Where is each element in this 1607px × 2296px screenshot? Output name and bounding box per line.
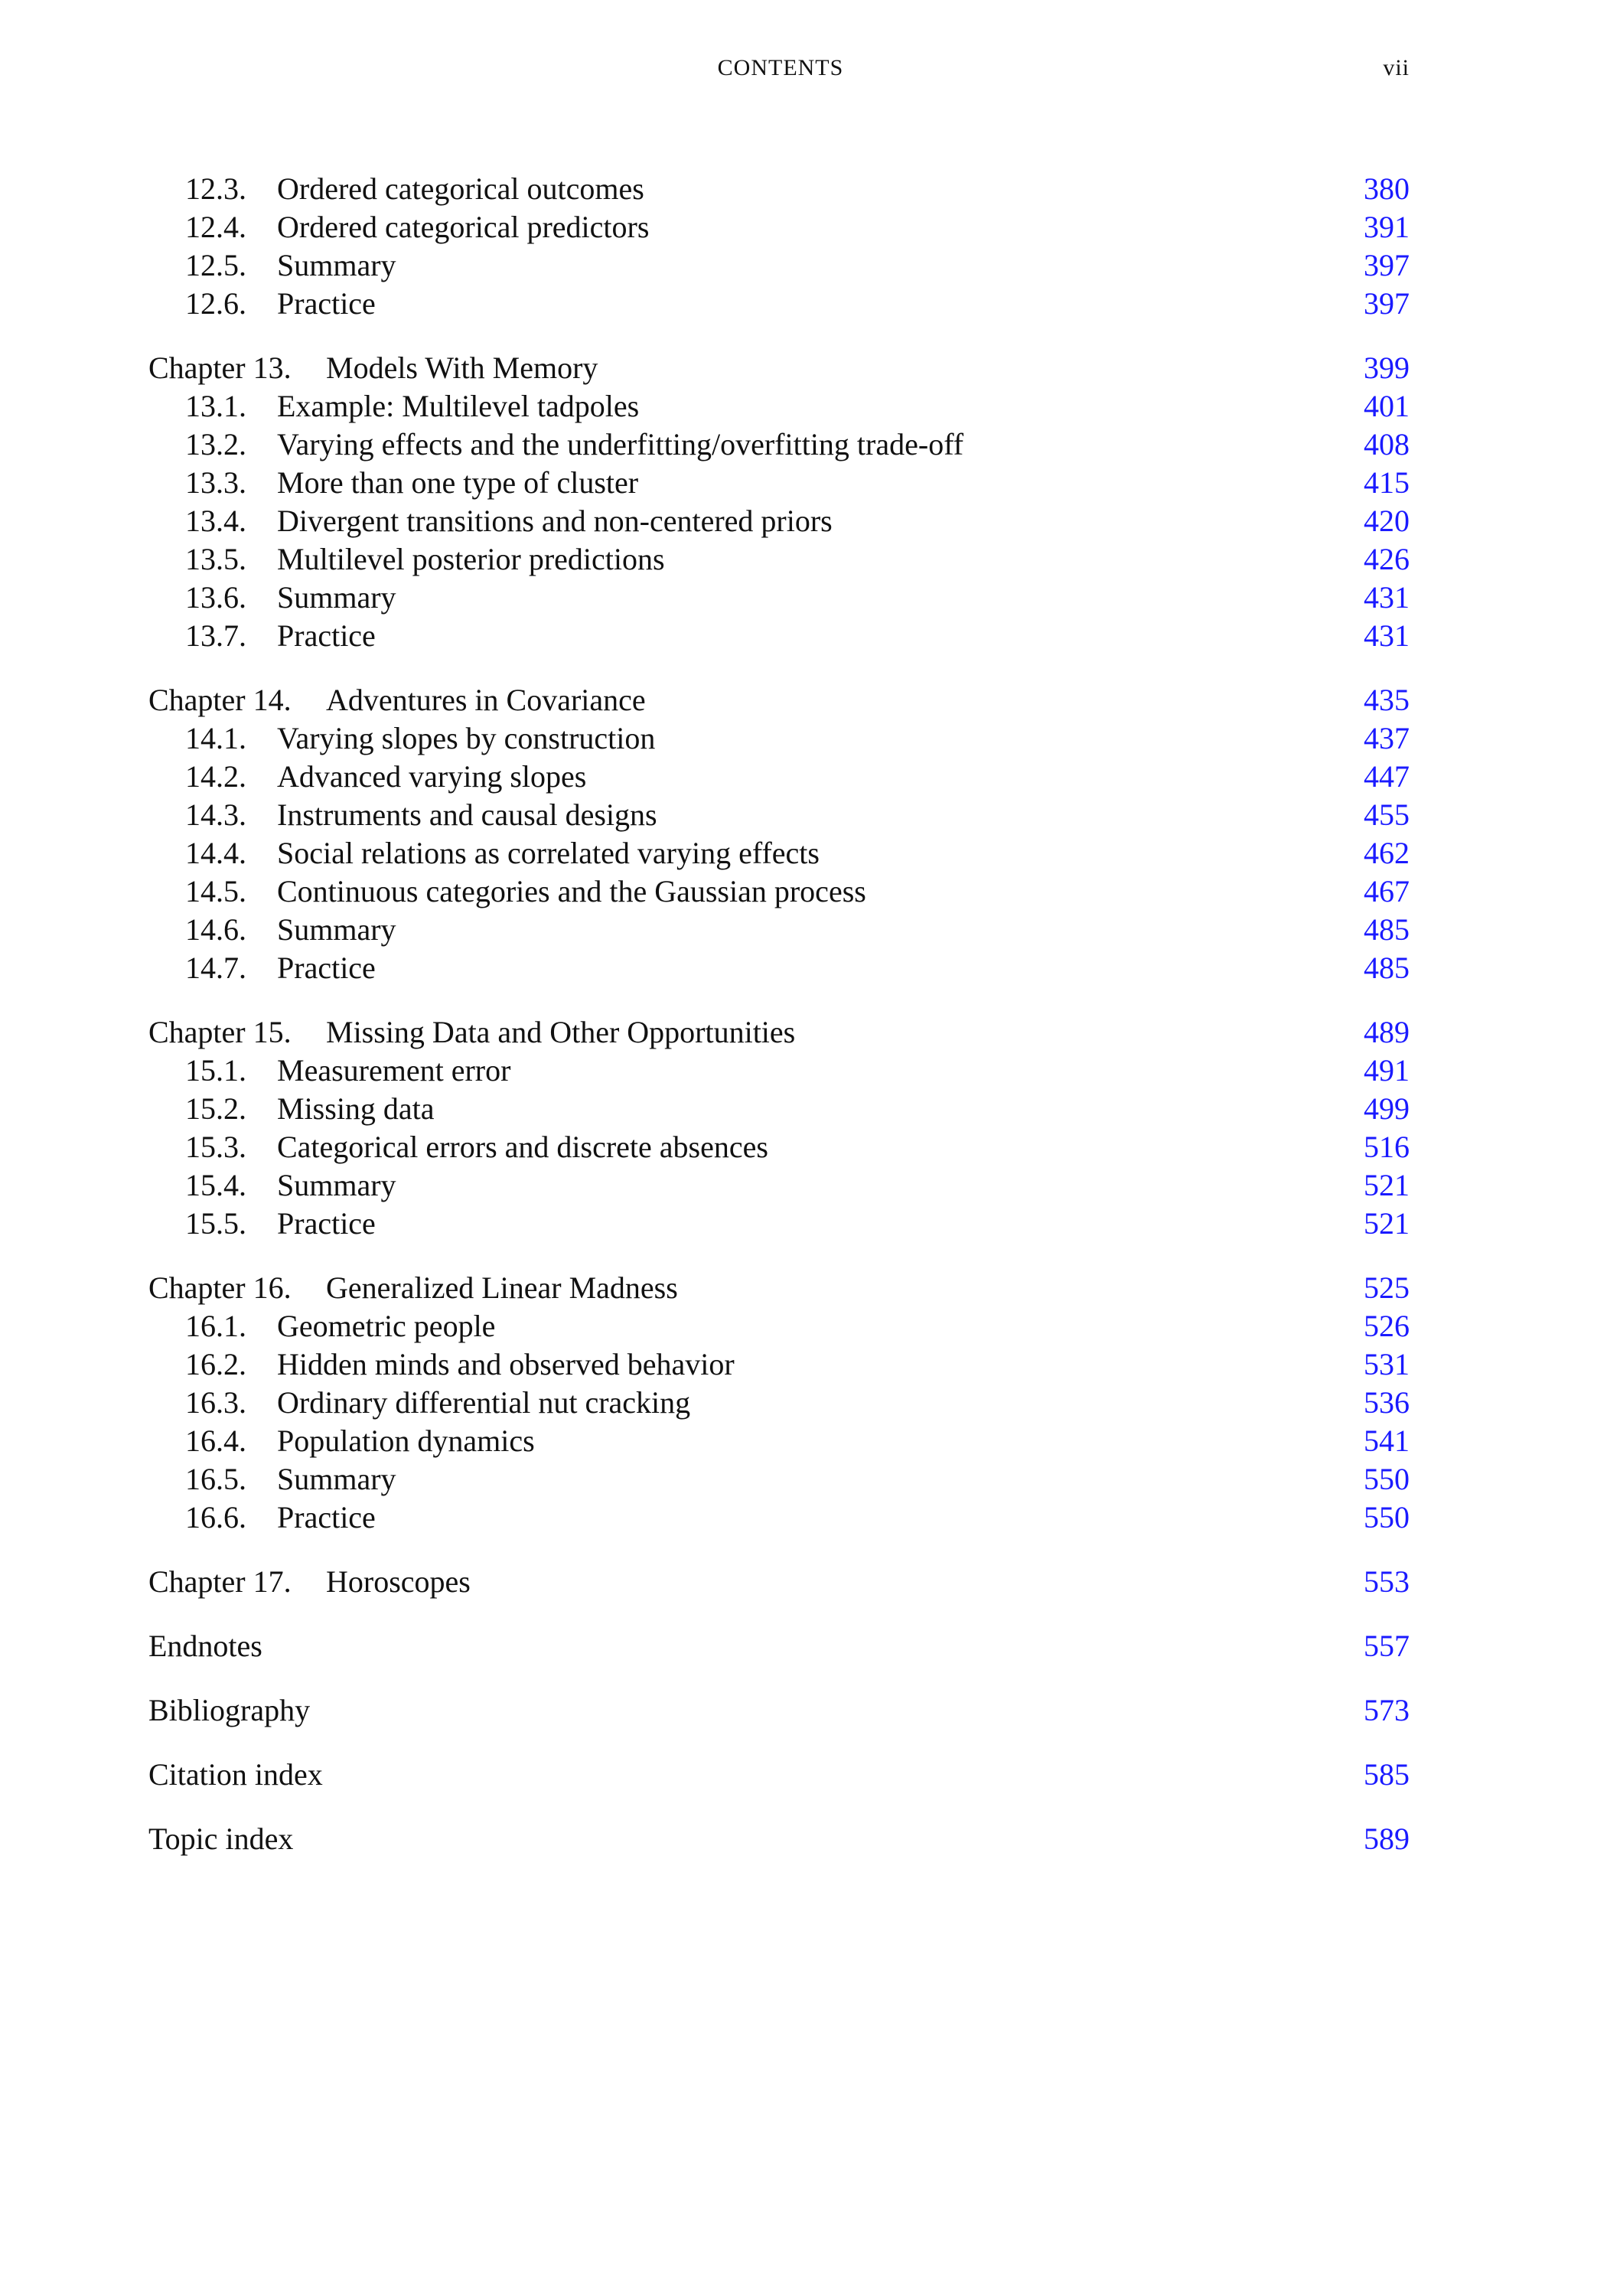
toc-group <box>148 1820 1410 1858</box>
section-title: Practice <box>277 618 376 653</box>
section-number: 14.5. <box>185 874 246 908</box>
section-number: 14.2. <box>185 759 246 794</box>
page-link[interactable]: 521 <box>1364 1206 1410 1241</box>
section-title: Ordered categorical predictors <box>277 210 650 244</box>
toc-section-entry[interactable] <box>148 1499 1410 1537</box>
toc-chapter-entry[interactable] <box>148 1563 1410 1601</box>
toc-section-entry[interactable] <box>148 834 1410 872</box>
page-link[interactable]: 525 <box>1364 1270 1410 1305</box>
toc-section-entry[interactable] <box>148 1052 1410 1090</box>
page-link[interactable]: 399 <box>1364 351 1410 385</box>
page-link[interactable]: 526 <box>1364 1309 1410 1343</box>
toc-group <box>148 1013 1410 1243</box>
toc-section-entry[interactable] <box>148 246 1410 285</box>
toc-section-entry[interactable] <box>148 911 1410 949</box>
section-number: 15.3. <box>185 1130 246 1164</box>
section-number: 16.5. <box>185 1462 246 1496</box>
page-link[interactable]: 585 <box>1364 1757 1410 1792</box>
section-title: Instruments and causal designs <box>277 797 657 832</box>
page-link[interactable]: 435 <box>1364 683 1410 717</box>
page-link[interactable]: 489 <box>1364 1015 1410 1049</box>
section-number: 15.1. <box>185 1053 246 1088</box>
section-title: Multilevel posterior predictions <box>277 542 665 576</box>
toc-section-entry[interactable] <box>148 1384 1410 1422</box>
toc-group <box>148 1691 1410 1730</box>
section-number: 13.7. <box>185 618 246 653</box>
section-number: 13.6. <box>185 580 246 615</box>
page-link[interactable]: 397 <box>1364 248 1410 282</box>
page-link[interactable]: 391 <box>1364 210 1410 244</box>
page-link[interactable]: 553 <box>1364 1564 1410 1599</box>
section-title: Practice <box>277 1500 376 1534</box>
section-number: 12.3. <box>185 171 246 206</box>
section-number: 13.3. <box>185 465 246 500</box>
page-link[interactable]: 455 <box>1364 797 1410 832</box>
page-link[interactable]: 557 <box>1364 1629 1410 1663</box>
toc-group <box>148 349 1410 655</box>
page-link[interactable]: 408 <box>1364 427 1410 461</box>
page-link[interactable]: 401 <box>1364 389 1410 423</box>
page-link[interactable]: 431 <box>1364 580 1410 615</box>
section-title: More than one type of cluster <box>277 465 639 500</box>
section-number: 15.4. <box>185 1168 246 1202</box>
toc-section-entry[interactable] <box>148 426 1410 464</box>
chapter-label: Citation index <box>148 1757 323 1792</box>
page-link[interactable]: 491 <box>1364 1053 1410 1088</box>
page-link[interactable]: 541 <box>1364 1424 1410 1458</box>
section-number: 14.4. <box>185 836 246 870</box>
chapter-label: Chapter 13. <box>148 351 292 385</box>
page-link[interactable]: 462 <box>1364 836 1410 870</box>
toc-section-entry[interactable] <box>148 579 1410 617</box>
section-title: Varying effects and the underfitting/overfitting trade-off <box>277 427 964 461</box>
section-number: 16.3. <box>185 1385 246 1420</box>
section-title: Measurement error <box>277 1053 511 1088</box>
toc-chapter-entry[interactable] <box>148 1756 1410 1794</box>
section-number: 16.4. <box>185 1424 246 1458</box>
page-link[interactable]: 431 <box>1364 618 1410 653</box>
section-number: 12.5. <box>185 248 246 282</box>
toc-chapter-entry[interactable] <box>148 1013 1410 1052</box>
page-link[interactable]: 397 <box>1364 286 1410 321</box>
section-title: Missing data <box>277 1091 435 1126</box>
chapter-title: Missing Data and Other Opportunities <box>326 1015 796 1049</box>
section-title: Summary <box>277 1462 396 1496</box>
toc-group <box>148 1756 1410 1794</box>
section-number: 13.5. <box>185 542 246 576</box>
toc-section-entry[interactable] <box>148 1460 1410 1499</box>
section-title: Summary <box>277 580 396 615</box>
section-title: Continuous categories and the Gaussian process <box>277 874 866 908</box>
page-link[interactable]: 531 <box>1364 1347 1410 1381</box>
toc-section-entry[interactable] <box>148 1166 1410 1205</box>
section-number: 15.2. <box>185 1091 246 1126</box>
toc-section-entry[interactable] <box>148 796 1410 834</box>
page-link[interactable]: 420 <box>1364 504 1410 538</box>
section-title: Summary <box>277 1168 396 1202</box>
page-link[interactable]: 521 <box>1364 1168 1410 1202</box>
section-number: 16.1. <box>185 1309 246 1343</box>
toc-chapter-entry[interactable] <box>148 1269 1410 1307</box>
section-title: Varying slopes by construction <box>277 721 656 755</box>
toc-group <box>148 1269 1410 1537</box>
section-number: 15.5. <box>185 1206 246 1241</box>
toc-group <box>148 1563 1410 1601</box>
toc-chapter-entry[interactable] <box>148 1691 1410 1730</box>
chapter-label: Endnotes <box>148 1629 262 1663</box>
toc-group <box>148 681 1410 987</box>
chapter-label: Chapter 14. <box>148 683 292 717</box>
toc-section-entry[interactable] <box>148 285 1410 323</box>
page-link[interactable]: 485 <box>1364 951 1410 985</box>
section-number: 14.1. <box>185 721 246 755</box>
running-head <box>0 55 1607 86</box>
section-number: 13.1. <box>185 389 246 423</box>
section-title: Categorical errors and discrete absences <box>277 1130 768 1164</box>
toc-group <box>148 170 1410 323</box>
page-link[interactable]: 437 <box>1364 721 1410 755</box>
chapter-title: Models With Memory <box>326 351 598 385</box>
toc-section-entry[interactable] <box>148 170 1410 208</box>
page-link[interactable]: 536 <box>1364 1385 1410 1420</box>
chapter-label: Chapter 15. <box>148 1015 292 1049</box>
section-title: Geometric people <box>277 1309 496 1343</box>
toc-section-entry[interactable] <box>148 617 1410 655</box>
section-number: 12.6. <box>185 286 246 321</box>
toc-section-entry[interactable] <box>148 1205 1410 1243</box>
toc-section-entry[interactable] <box>148 872 1410 911</box>
toc-chapter-entry[interactable] <box>148 681 1410 719</box>
section-title: Practice <box>277 951 376 985</box>
section-title: Summary <box>277 248 396 282</box>
toc-section-entry[interactable] <box>148 719 1410 758</box>
page-link[interactable]: 415 <box>1364 465 1410 500</box>
toc-section-entry[interactable] <box>148 502 1410 540</box>
chapter-title: Horoscopes <box>326 1564 471 1599</box>
running-title: CONTENTS <box>717 55 844 80</box>
section-title: Social relations as correlated varying effects <box>277 836 820 870</box>
section-title: Practice <box>277 1206 376 1241</box>
toc-section-entry[interactable] <box>148 1345 1410 1384</box>
page-link[interactable]: 550 <box>1364 1500 1410 1534</box>
chapter-title: Adventures in Covariance <box>326 683 646 717</box>
toc-chapter-entry[interactable] <box>148 1627 1410 1665</box>
section-title: Ordered categorical outcomes <box>277 171 644 206</box>
toc-section-entry[interactable] <box>148 208 1410 246</box>
toc-chapter-entry[interactable] <box>148 349 1410 387</box>
page-link[interactable]: 447 <box>1364 759 1410 794</box>
chapter-label: Chapter 17. <box>148 1564 292 1599</box>
section-number: 14.7. <box>185 951 246 985</box>
page-link[interactable]: 426 <box>1364 542 1410 576</box>
section-number: 16.6. <box>185 1500 246 1534</box>
toc-section-entry[interactable] <box>148 1307 1410 1345</box>
section-number: 14.3. <box>185 797 246 832</box>
chapter-label: Topic index <box>148 1821 294 1856</box>
page-link[interactable]: 485 <box>1364 912 1410 947</box>
page-link[interactable]: 467 <box>1364 874 1410 908</box>
toc-chapter-entry[interactable] <box>148 1820 1410 1858</box>
section-number: 13.2. <box>185 427 246 461</box>
section-title: Ordinary differential nut cracking <box>277 1385 691 1420</box>
toc-section-entry[interactable] <box>148 1128 1410 1166</box>
section-number: 13.4. <box>185 504 246 538</box>
toc-section-entry[interactable] <box>148 1422 1410 1460</box>
section-number: 16.2. <box>185 1347 246 1381</box>
toc-group <box>148 1627 1410 1665</box>
page-number: vii <box>1383 55 1410 80</box>
chapter-label: Chapter 16. <box>148 1270 292 1305</box>
page-link[interactable]: 516 <box>1364 1130 1410 1164</box>
section-title: Example: Multilevel tadpoles <box>277 389 640 423</box>
toc-section-entry[interactable] <box>148 949 1410 987</box>
table-of-contents <box>148 170 1410 1884</box>
toc-section-entry[interactable] <box>148 1090 1410 1128</box>
toc-section-entry[interactable] <box>148 540 1410 579</box>
section-title: Hidden minds and observed behavior <box>277 1347 735 1381</box>
section-title: Divergent transitions and non-centered priors <box>277 504 833 538</box>
section-number: 12.4. <box>185 210 246 244</box>
section-title: Summary <box>277 912 396 947</box>
section-title: Advanced varying slopes <box>277 759 587 794</box>
page-link[interactable]: 573 <box>1364 1693 1410 1727</box>
section-title: Population dynamics <box>277 1424 535 1458</box>
toc-section-entry[interactable] <box>148 464 1410 502</box>
chapter-label: Bibliography <box>148 1693 311 1727</box>
page-link[interactable]: 499 <box>1364 1091 1410 1126</box>
section-title: Practice <box>277 286 376 321</box>
toc-section-entry[interactable] <box>148 758 1410 796</box>
page-link[interactable]: 589 <box>1364 1821 1410 1856</box>
toc-section-entry[interactable] <box>148 387 1410 426</box>
section-number: 14.6. <box>185 912 246 947</box>
page-link[interactable]: 550 <box>1364 1462 1410 1496</box>
chapter-title: Generalized Linear Madness <box>326 1270 678 1305</box>
page-link[interactable]: 380 <box>1364 171 1410 206</box>
